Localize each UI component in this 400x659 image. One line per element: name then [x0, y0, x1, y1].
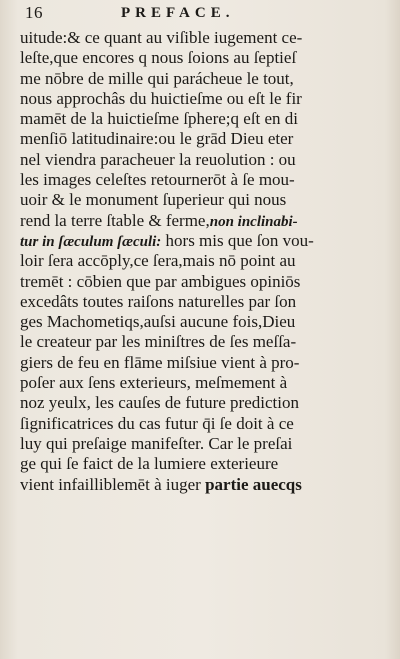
- text-line: nel viendra paracheuer la reuolution : ou: [20, 149, 296, 169]
- text-line: noz yeulx, les cauſes de future prediction: [20, 393, 299, 413]
- page-header: [0, 3, 400, 29]
- running-head: PREFACE.: [121, 5, 235, 21]
- text-line: tremēt : cōbien que par ambigues opiniōs: [20, 271, 301, 291]
- text-line: luy qui preſaige manifeſter. Car le preſai: [20, 433, 293, 453]
- catchword: partie auecqs: [200, 474, 302, 494]
- text-line: ge qui ſe faict de la lumiere exterieure: [20, 454, 279, 474]
- text-line: mamēt de la huictieſme ſphere;q eſt en di: [20, 109, 299, 129]
- text-line: le createur par les miniſtres de ſes meſſa-: [20, 332, 297, 352]
- text-line: uitude:& ce quant au viſible iugement ce-: [20, 28, 303, 47]
- text-block: [20, 28, 386, 495]
- text-line: ſignificatrices du cas futur q̄i ſe doit à ce: [20, 413, 294, 433]
- text-line: leſte,que encores q nous ſoions au ſeptieſ: [20, 48, 297, 68]
- text-line: nous approchâs du huictieſme ou eſt le fir: [20, 88, 302, 108]
- text-line: menſiō latitudinaire:ou le grād Dieu eter: [20, 129, 294, 149]
- text-line: poſer aux ſens exterieurs, meſmement à: [20, 373, 288, 393]
- text-line: rend la terre ſtable & ferme,non inclinabi-: [20, 210, 298, 230]
- text-line: tur in ſæculum ſæculi: hors mis que ſon vou-: [20, 230, 314, 250]
- latin-quote: tur in ſæculum ſæculi:: [20, 233, 162, 250]
- text-line: uoir & le monument ſuperieur qui nous: [20, 190, 287, 210]
- text-line: vient infailliblemēt à iuger partie auecqs: [20, 474, 302, 494]
- text-line: ges Machometiqs,auſsi aucune fois,Dieu: [20, 312, 296, 332]
- text-line: les images celeſtes retournerōt à ſe mou-: [20, 170, 295, 190]
- text-line: loir ſera accōply,ce ſera,mais nō point au: [20, 251, 296, 271]
- text-line: me nōbre de mille qui parácheue le tout,: [20, 68, 294, 88]
- latin-quote: non inclinabi-: [209, 213, 298, 230]
- text-line: excedâts toutes raiſons naturelles par ſon: [20, 291, 297, 311]
- page-number: 16: [25, 3, 43, 22]
- text-line: giers de feu en flāme miſsiue vient à pro-: [20, 352, 300, 372]
